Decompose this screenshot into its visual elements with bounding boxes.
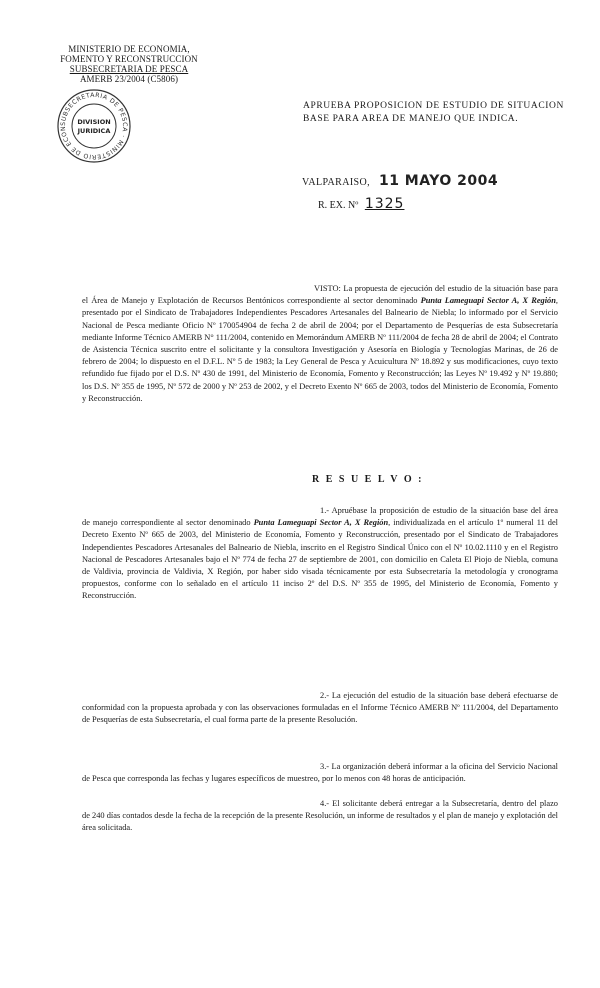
vistos-paragraph [82, 283, 558, 405]
place: VALPARAISO, [302, 177, 371, 188]
issuer-line-2: FOMENTO Y RECONSTRUCCION [60, 54, 198, 64]
exempt-resolution-number [318, 196, 404, 212]
issuer-header [54, 44, 204, 84]
seal-line-2: JURIDICA [77, 127, 111, 135]
article-3 [82, 761, 558, 785]
issuer-line-1: MINISTERIO DE ECONOMIA, [68, 44, 190, 54]
stamped-date: 11 MAYO 2004 [378, 173, 499, 189]
article-1 [82, 505, 558, 603]
rex-number: 1325 [364, 196, 405, 212]
article-4-number: 4.- [320, 799, 330, 808]
article-1-text-a: Apruébase la proposición de estudio de la situación base del área de manejo correspondiente al sector denominado [82, 506, 558, 528]
division-juridica-seal [56, 88, 132, 164]
svg-text:SUBSECRETARIA DE PESCA · MINIS: SUBSECRETARIA DE PESCA · MINISTERIO DE ECON [59, 91, 129, 161]
resolution-title: APRUEBA PROPOSICION DE ESTUDIO DE SITUACION BASE PARA AREA DE MANEJO QUE INDICA. [303, 101, 564, 124]
vistos-lead: VISTO: [314, 284, 341, 293]
vistos-sector: Punta Lameguapi Sector A, X Región [420, 296, 556, 306]
article-4-text: El solicitante deberá entregar a la Subsecretaría, dentro del plazo de 240 días contados desde la fecha de la recepción de la presente Resolución, un informe de resultados y el plan de manejo y explotación del área solicitada. [82, 799, 558, 833]
article-1-sector: Punta Lameguapi Sector A, X Región [253, 518, 389, 528]
vistos-text-b: , presentado por el Sindicato de Trabajadores Independientes Pescadores Artesanales del Balneario de Niebla; lo informado por el Servicio Nacional de Pesca mediante Oficio Nº 170054904 de fecha 2 de abril de 2004; por el Departamento de Pesquerías de esta Subsecretaría mediante Informe Técnico AMERB N° 111/2004, contenido en Memorándum AMERB Nº 111/2004 de fecha 28 de abril de 2004; el Contrato de Asistencia Técnica suscrito entre el solicitante y la consultora Investigación y Asesoría en Biología y Tecnologías Marinas, de 26 de febrero de 2004; lo dispuesto en el D.F.L. Nº 5 de 1983; la Ley General de Pesca y Acuicultura Nº 18.892 y sus modificaciones, cuyo texto refundido fue fijado por el D.S. Nº 430 de 1991, del Ministerio de Economía, Fomento y Reconstrucción; las Leyes Nº 19.492 y Nº 19.880; los D.S. Nº 355 de 1995, Nº 572 de 2000 y Nº 253 de 2002, y el Decreto Exento Nº 665 de 2003, todos del Ministerio de Economía, Fomento y Reconstrucción. [82, 296, 558, 403]
article-3-number: 3.- [320, 762, 330, 771]
vistos-text-a: La propuesta de ejecución del estudio de la situación base para el Área de Manejo y Explotación de Recursos Bentónicos correspondiente al sector denominado [82, 284, 558, 306]
resuelvo-heading: R E S U E L V O : [312, 474, 424, 485]
article-4 [82, 798, 558, 835]
issuer-line-3: SUBSECRETARIA DE PESCA [69, 64, 189, 74]
article-1-text-b: , individualizada en el artículo 1º numeral 11 del Decreto Exento Nº 665 de 2003, del Ministerio de Economía, Fomento y Reconstrucción, presentado por el Sindicato de Trabajadores Independientes Pescadores Artesanales del Balneario de Niebla, inscrito en el Registro Sindical Único con el Nº 10.02.1110 y en el Registro Nacional de Pescadores Artesanales bajo el Nº 774 de fecha 27 de septiembre de 2001, con domicilio en Caleta El Piojo de Niebla, comuna de Valdivia, provincia de Valdivia, X Región, por haber sido visada técnicamente por esta Subsecretaría la metodología y cronograma propuestos, conforme con lo señalado en el artículo 11 inciso 2º del D.S. Nº 355 de 1995, del Ministerio de Economía, Fomento y Reconstrucción. [82, 518, 559, 601]
rex-label: R. EX. Nº [318, 200, 359, 211]
place-and-date [302, 173, 498, 189]
article-3-text: La organización deberá informar a la oficina del Servicio Nacional de Pesca que corresponda las fechas y lugares específicos de muestreo, por lo menos con 48 horas de anticipación. [82, 762, 558, 784]
reference-code: AMERB 23/2004 (C5806) [79, 74, 179, 84]
article-1-number: 1.- [320, 506, 330, 515]
article-2 [82, 690, 558, 727]
article-2-number: 2.- [320, 691, 330, 700]
article-2-text: La ejecución del estudio de la situación base deberá efectuarse de conformidad con la propuesta aprobada y con las observaciones formuladas en el Informe Técnico AMERB Nº 111/2004, del Departamento de Pesquerías de esta Subsecretaría, el cual forma parte de la presente Resolución. [82, 691, 558, 725]
seal-line-1: DIVISION [77, 118, 111, 126]
